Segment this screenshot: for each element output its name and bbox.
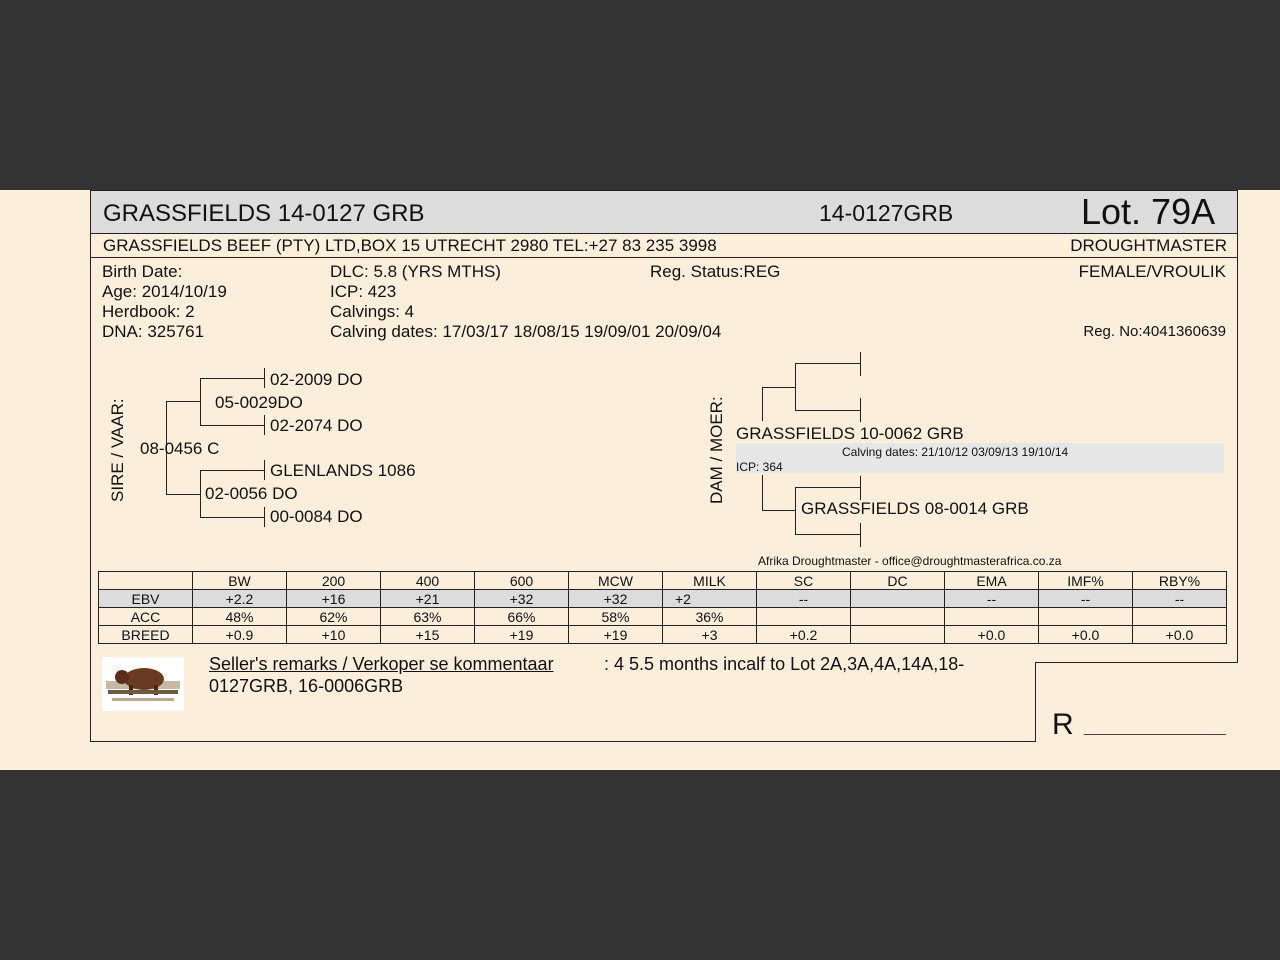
table-cell xyxy=(851,590,945,608)
table-header-cell: 400 xyxy=(381,572,475,590)
reg-number: Reg. No:4041360639 xyxy=(1083,323,1226,340)
lot-number: Lot. 79A xyxy=(1081,191,1216,232)
table-cell: -- xyxy=(1039,590,1133,608)
lot-card xyxy=(90,190,1238,742)
reg-status: Reg. Status:REG xyxy=(650,262,781,281)
table-header-cell: EMA xyxy=(945,572,1039,590)
calving-dates: Calving dates: 17/03/17 18/08/15 19/09/01 20/09/04 xyxy=(330,322,722,341)
cattle-logo-icon xyxy=(102,657,184,711)
table-cell: +10 xyxy=(287,626,381,644)
table-header-cell: MCW xyxy=(569,572,663,590)
table-cell: -- xyxy=(1133,590,1227,608)
table-cell: 66% xyxy=(475,608,569,626)
table-cell: +32 xyxy=(475,590,569,608)
sire-dam: 02-0056 DO xyxy=(205,484,298,503)
table-cell: +32 xyxy=(569,590,663,608)
table-header-cell: BW xyxy=(193,572,287,590)
herdbook-value: Herdbook: 2 xyxy=(102,302,195,321)
dlc-value: DLC: 5.8 (YRS MTHS) xyxy=(330,262,501,281)
sex-value: FEMALE/VROULIK xyxy=(1078,262,1226,281)
age-value: Age: 2014/10/19 xyxy=(102,282,227,301)
table-cell: EBV xyxy=(99,590,193,608)
dna-value: DNA: 325761 xyxy=(102,322,205,341)
sire-sire-sire: 02-2009 DO xyxy=(270,370,363,389)
remarks-label: Seller's remarks / Verkoper se kommentaar xyxy=(209,654,554,674)
sire-sire: 05-0029DO xyxy=(215,393,303,412)
table-cell: BREED xyxy=(99,626,193,644)
table-cell: +0.0 xyxy=(945,626,1039,644)
owner-bar xyxy=(90,233,1238,258)
table-cell: +2 xyxy=(663,590,757,608)
table-cell: 58% xyxy=(569,608,663,626)
dam-name: GRASSFIELDS 10-0062 GRB xyxy=(736,424,964,443)
table-cell: +0.0 xyxy=(1133,626,1227,644)
table-cell: +0.2 xyxy=(757,626,851,644)
animal-name: GRASSFIELDS 14-0127 GRB xyxy=(103,200,425,227)
sire-label: SIRE / VAAR: xyxy=(108,398,127,502)
table-cell: 62% xyxy=(287,608,381,626)
table-header-cell: DC xyxy=(851,572,945,590)
birth-date-label: Birth Date: xyxy=(102,262,183,281)
association-contact: Afrika Droughtmaster - office@droughtmasterafrica.co.za xyxy=(758,554,1062,568)
table-header-cell: SC xyxy=(757,572,851,590)
table-header-cell: 600 xyxy=(475,572,569,590)
table-cell xyxy=(757,608,851,626)
table-row-acc xyxy=(99,608,1227,626)
dam-label: DAM / MOER: xyxy=(707,396,726,504)
table-cell: 48% xyxy=(193,608,287,626)
table-cell xyxy=(945,608,1039,626)
sire-sire-dam: 02-2074 DO xyxy=(270,416,363,435)
dam-dam: GRASSFIELDS 08-0014 GRB xyxy=(801,499,1029,518)
table-cell: -- xyxy=(757,590,851,608)
ebv-table xyxy=(98,571,1227,644)
table-cell: +3 xyxy=(663,626,757,644)
table-cell: 63% xyxy=(381,608,475,626)
breed-name: DROUGHTMASTER xyxy=(1070,236,1227,255)
table-cell: +15 xyxy=(381,626,475,644)
table-cell: +0.9 xyxy=(193,626,287,644)
table-cell xyxy=(1039,608,1133,626)
table-row-ebv xyxy=(99,590,1227,608)
table-header-cell: IMF% xyxy=(1039,572,1133,590)
table-cell xyxy=(851,608,945,626)
title-bar xyxy=(90,190,1238,234)
table-cell xyxy=(851,626,945,644)
table-header-cell: MILK xyxy=(663,572,757,590)
remarks-text-line1: : 4 5.5 months incalf to Lot 2A,3A,4A,14A,18- xyxy=(604,654,965,674)
price-input-line[interactable] xyxy=(1084,734,1226,735)
table-row-breed xyxy=(99,626,1227,644)
icp-value: ICP: 423 xyxy=(330,282,397,301)
calvings-value: Calvings: 4 xyxy=(330,302,415,321)
table-header-row xyxy=(99,572,1227,590)
remarks-text-line2: 0127GRB, 16-0006GRB xyxy=(209,676,404,696)
table-cell: +19 xyxy=(475,626,569,644)
table-cell: 36% xyxy=(663,608,757,626)
table-cell: -- xyxy=(945,590,1039,608)
price-label: R xyxy=(1052,708,1074,741)
table-cell: +16 xyxy=(287,590,381,608)
dam-icp: ICP: 364 xyxy=(736,460,783,474)
table-header-cell: 200 xyxy=(287,572,381,590)
table-cell xyxy=(1133,608,1227,626)
table-header-cell xyxy=(99,572,193,590)
owner-details: GRASSFIELDS BEEF (PTY) LTD,BOX 15 UTRECHT 2980 TEL:+27 83 235 3998 xyxy=(103,236,717,255)
table-cell: +21 xyxy=(381,590,475,608)
sire-dam-dam: 00-0084 DO xyxy=(270,507,363,526)
sire-dam-sire: GLENLANDS 1086 xyxy=(270,461,416,480)
table-header-cell: RBY% xyxy=(1133,572,1227,590)
table-cell: +2.2 xyxy=(193,590,287,608)
dam-calving-dates: Calving dates: 21/10/12 03/09/13 19/10/14 xyxy=(842,445,1069,459)
table-cell: +19 xyxy=(569,626,663,644)
table-cell: ACC xyxy=(99,608,193,626)
animal-code: 14-0127GRB xyxy=(819,200,954,226)
table-cell: +0.0 xyxy=(1039,626,1133,644)
sire-name: 08-0456 C xyxy=(140,439,220,458)
